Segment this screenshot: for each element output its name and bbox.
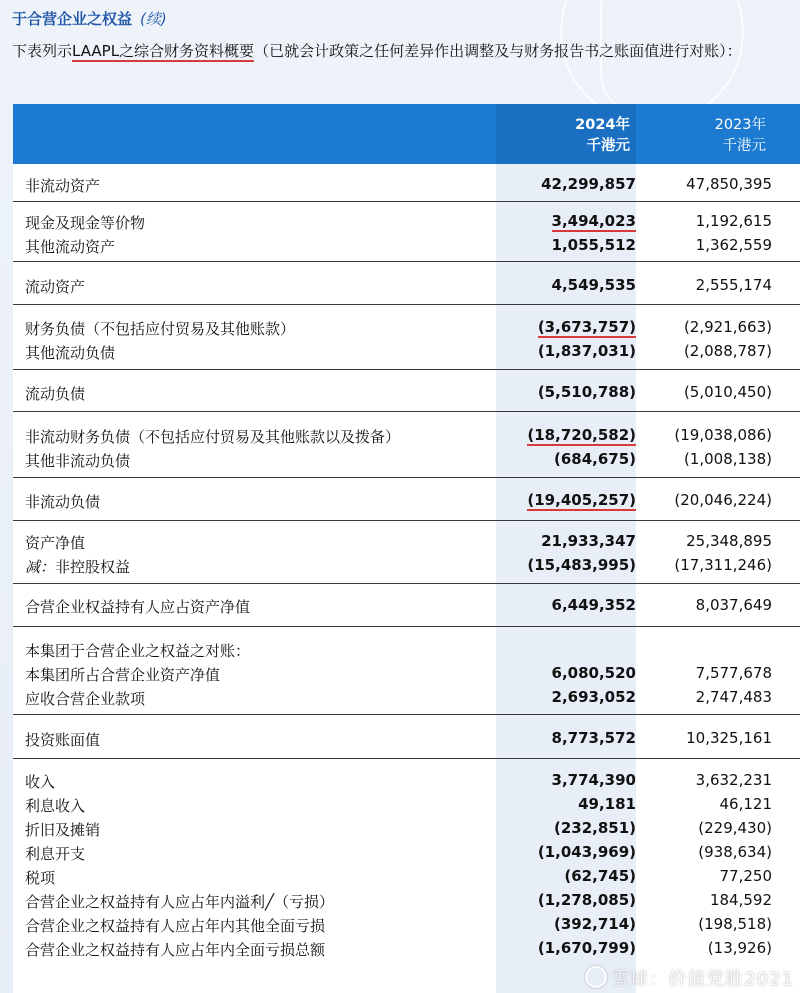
row-label-text: 非控股权益 xyxy=(55,558,131,576)
intro-text-after: （已就会计政策之任何差异作出调整及与财务报告书之账面值进行对账）： xyxy=(254,42,742,60)
row-value-2023: 77,250 xyxy=(719,867,772,885)
row-value-2024 xyxy=(496,318,636,336)
row-separator xyxy=(13,369,800,370)
row-value-2024: 4,549,535 xyxy=(551,276,636,294)
table-row xyxy=(13,638,800,662)
row-value-2024: (232,851) xyxy=(553,819,636,837)
row-value-2024: 3,774,390 xyxy=(551,771,636,789)
row-value-2023: 184,592 xyxy=(709,891,772,909)
row-value-2023: (938,634) xyxy=(698,843,772,861)
watermark-text: 雪球：价值党胜2021 xyxy=(611,969,794,990)
row-label: 其他非流动负债 xyxy=(25,452,131,470)
row-value-2024: 8,773,572 xyxy=(551,729,636,747)
row-separator xyxy=(13,477,800,478)
row-separator xyxy=(13,714,800,715)
row-value-2024 xyxy=(496,491,636,509)
row-value-2023: 1,362,559 xyxy=(695,236,772,254)
row-value-2024: 6,080,520 xyxy=(551,664,636,682)
row-value-2023: (2,921,663) xyxy=(683,318,772,336)
row-value-2023: (20,046,224) xyxy=(674,491,772,509)
row-label: 投资账面值 xyxy=(25,731,101,749)
table-row xyxy=(13,554,800,578)
row-value-2023: (5,010,450) xyxy=(683,383,772,401)
row-value-2024: (1,043,969) xyxy=(537,843,636,861)
row-separator xyxy=(13,626,800,627)
table-row xyxy=(13,727,800,751)
row-label: 合营企业之权益持有人应占年内全面亏损总额 xyxy=(25,941,326,959)
row-value-2023: 1,192,615 xyxy=(695,212,772,230)
row-value-2023: (1,008,138) xyxy=(683,450,772,468)
highlight-underline: (3,673,757) xyxy=(537,318,636,336)
row-value-2023: (17,311,246) xyxy=(674,556,772,574)
row-label: 现金及现金等价物 xyxy=(25,214,146,232)
watermark xyxy=(585,965,794,991)
row-label: 利息开支 xyxy=(25,845,86,863)
highlight-underline: (19,405,257) xyxy=(527,491,636,509)
table-row xyxy=(13,913,800,937)
row-label: 其他流动负债 xyxy=(25,344,116,362)
row-value-2024: 6,449,352 xyxy=(551,596,636,614)
snowball-logo-icon xyxy=(585,966,607,988)
row-value-2023: (229,430) xyxy=(698,819,772,837)
row-value-2024: (684,675) xyxy=(553,450,636,468)
table-row xyxy=(13,865,800,889)
header-2024-year: 2024年 xyxy=(575,117,630,133)
row-value-2023: 46,121 xyxy=(719,795,772,813)
row-separator xyxy=(13,261,800,262)
row-label: 本集团于合营企业之权益之对账： xyxy=(25,642,251,660)
row-label: 流动资产 xyxy=(25,278,86,296)
row-value-2023: 8,037,649 xyxy=(695,596,772,614)
row-separator xyxy=(13,758,800,759)
row-value-2024: (392,714) xyxy=(553,915,636,933)
row-label-prefix: 减： xyxy=(25,558,56,576)
row-value-2023: (19,038,086) xyxy=(674,426,772,444)
row-label: 折旧及摊销 xyxy=(25,821,101,839)
row-value-2024: (1,837,031) xyxy=(537,342,636,360)
row-label: 合营企业之权益持有人应占年内溢利╱（亏损） xyxy=(25,893,335,911)
row-label: 合营企业权益持有人应占资产净值 xyxy=(25,598,251,616)
intro-paragraph xyxy=(12,40,782,63)
highlight-underline: 3,494,023 xyxy=(551,212,636,230)
table-row xyxy=(13,234,800,258)
row-value-2023: 3,632,231 xyxy=(695,771,772,789)
table-row xyxy=(13,448,800,472)
row-label: 收入 xyxy=(25,773,56,791)
row-separator xyxy=(13,411,800,412)
row-separator xyxy=(13,583,800,584)
row-value-2024: (15,483,995) xyxy=(527,556,636,574)
row-separator xyxy=(13,520,800,521)
row-label xyxy=(25,556,130,577)
row-label: 流动负债 xyxy=(25,385,86,403)
table-row xyxy=(13,889,800,913)
row-value-2024 xyxy=(496,426,636,444)
header-2023 xyxy=(640,115,766,157)
row-label: 税项 xyxy=(25,869,56,887)
header-2023-year: 2023年 xyxy=(714,117,766,133)
row-label: 本集团所占合营企业资产净值 xyxy=(25,666,221,684)
table-row xyxy=(13,594,800,618)
row-value-2023: (2,088,787) xyxy=(683,342,772,360)
row-value-2024: 2,693,052 xyxy=(551,688,636,706)
table-row xyxy=(13,210,800,234)
table-body xyxy=(13,164,800,993)
row-label: 非流动资产 xyxy=(25,177,101,195)
row-value-2024: 42,299,857 xyxy=(541,175,636,193)
table-row xyxy=(13,381,800,405)
table-row xyxy=(13,686,800,710)
intro-underlined-text: LAAPL之综合财务资料概要 xyxy=(72,42,255,60)
table-row xyxy=(13,817,800,841)
row-separator xyxy=(13,201,800,202)
table-row xyxy=(13,769,800,793)
table-row xyxy=(13,316,800,340)
row-value-2024: 49,181 xyxy=(578,795,636,813)
row-label: 非流动负债 xyxy=(25,493,101,511)
row-value-2023: 10,325,161 xyxy=(686,729,772,747)
header-2024 xyxy=(496,115,630,157)
table-row xyxy=(13,937,800,961)
row-label: 其他流动资产 xyxy=(25,238,116,256)
section-title xyxy=(12,8,167,29)
row-value-2024: 1,055,512 xyxy=(551,236,636,254)
intro-text-before: 下表列示 xyxy=(12,42,73,60)
row-label: 利息收入 xyxy=(25,797,86,815)
table-row xyxy=(13,662,800,686)
row-value-2023: 7,577,678 xyxy=(695,664,772,682)
table-row xyxy=(13,841,800,865)
row-separator xyxy=(13,304,800,305)
row-label: 财务负债（不包括应付贸易及其他账款） xyxy=(25,320,296,338)
row-value-2023: 47,850,395 xyxy=(686,175,772,193)
table-row xyxy=(13,530,800,554)
table-row xyxy=(13,424,800,448)
row-label: 资产净值 xyxy=(25,534,86,552)
row-value-2024: (1,670,799) xyxy=(537,939,636,957)
section-title-text: 于合营企业之权益 xyxy=(12,10,133,28)
section-continued-label: (续) xyxy=(140,10,167,28)
financial-summary-table xyxy=(13,104,800,993)
row-label: 应收合营企业款项 xyxy=(25,690,146,708)
table-row xyxy=(13,340,800,364)
table-row xyxy=(13,173,800,197)
row-label: 合营企业之权益持有人应占年内其他全面亏损 xyxy=(25,917,326,935)
table-row xyxy=(13,793,800,817)
row-value-2024: (1,278,085) xyxy=(537,891,636,909)
row-value-2024: (62,745) xyxy=(564,867,636,885)
header-2023-unit: 千港元 xyxy=(722,138,766,154)
table-header xyxy=(13,104,800,164)
row-value-2023: (13,926) xyxy=(707,939,772,957)
row-value-2024 xyxy=(496,212,636,230)
row-label: 非流动财务负债（不包括应付贸易及其他账款以及拨备） xyxy=(25,428,401,446)
table-row xyxy=(13,274,800,298)
header-2024-unit: 千港元 xyxy=(586,138,630,154)
row-value-2023: 2,747,483 xyxy=(695,688,772,706)
row-value-2024: (5,510,788) xyxy=(537,383,636,401)
row-value-2023: 25,348,895 xyxy=(686,532,772,550)
row-value-2023: 2,555,174 xyxy=(695,276,772,294)
highlight-underline: (18,720,582) xyxy=(527,426,636,444)
table-row xyxy=(13,489,800,513)
row-value-2024: 21,933,347 xyxy=(541,532,636,550)
row-value-2023: (198,518) xyxy=(698,915,772,933)
